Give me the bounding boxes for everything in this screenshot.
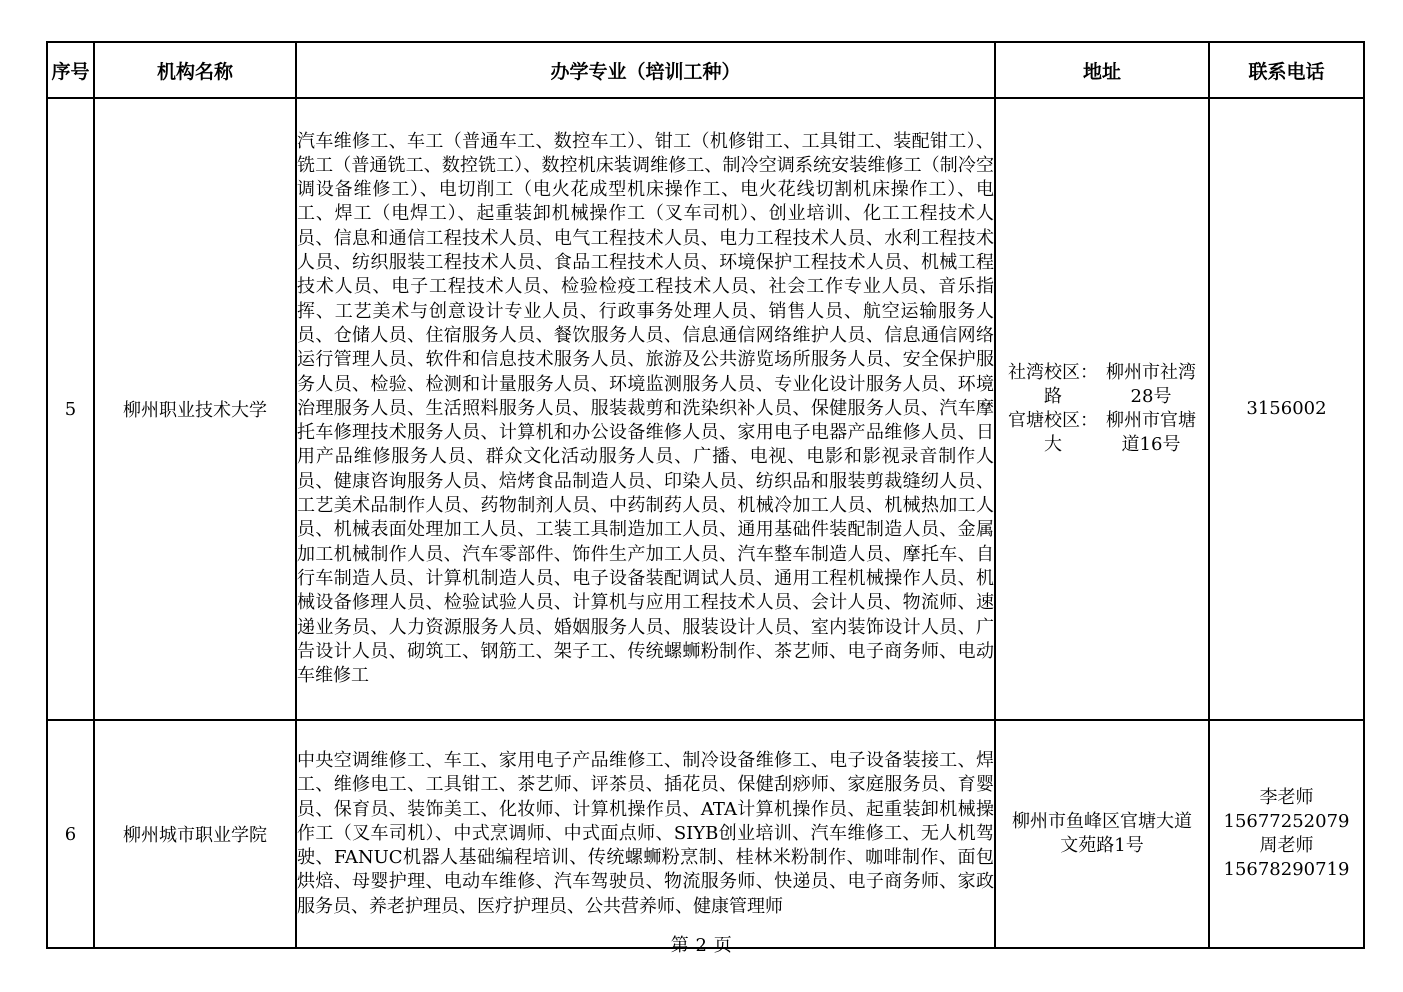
specialty-list: 汽车维修工、车工（普通车工、数控车工）、钳工（机修钳工、工具钳工、装配钳工）、铣工（普通铣工、数控铣工）、数控机床装调维修工、制冷空调系统安装维修工（制冷空调设备维修工）、电切削工（电火花成型机床操作工、电火花线切割机床操作工）、电工、焊工（电焊工）、起重装卸机械操作工（叉车司机）、创业培训、化工工程技术人员、信息和通信工程技术人员、电气工程技术人员、电力工程技术人员、水利工程技术人员、纺织服装工程技术人员、食品工程技术人员、环境保护工程技术人员、机械工程技术人员、电子工程技术人员、检验检疫工程技术人员、社会工作专业人员、音乐指挥、工艺美术与创意设计专业人员、行政事务处理人员、销售人员、航空运输服务人员、仓储人员、住宿服务人员、餐饮服务人员、信息通信网络维护人员、信息通信网络运行管理人员、软件和信息技术服务人员、旅游及公共游览场所服务人员、安全保护服务人员、检验、检测和计量服务人员、环境监测服务人员、专业化设计服务人员、环境治理服务人员、生活照料服务人员、服装裁剪和洗染织补人员、保健服务人员、汽车摩托车修理技术服务人员、计算机和办公设备维修人员、家用电子电器产品维修人员、日用产品维修服务人员、群众文化活动服务人员、广播、电视、电影和影视录音制作人员、健康咨询服务人员、焙烤食品制造人员、印染人员、纺织品和服装剪裁缝纫人员、工艺美术品制作人员、药物制剂人员、中药制药人员、机械冷加工人员、机械热加工人员、机械表面处理加工人员、工装工具制造加工人员、通用基础件装配制造人员、金属加工机械制作人员、汽车零部件、饰件生产加工人员、汽车整车制造人员、摩托车、自行车制造人员、计算机制造人员、电子设备装配调试人员、通用工程机械操作人员、机械设备修理人员、检验试验人员、计算机与应用工程技术人员、会计人员、物流师、速递业务员、人力资源服务人员、婚姻服务人员、服装设计人员、室内装饰设计人员、广告设计人员、砌筑工、钢筋工、架子工、传统螺蛳粉制作、茶艺师、电子商务师、电动车维修工 — [296, 98, 995, 720]
institution-table — [46, 41, 1365, 949]
table-row — [47, 720, 1364, 948]
campus-address-tail: 道16号 — [1121, 434, 1181, 455]
campus-label: 官塘校区： — [1008, 410, 1098, 431]
campus-address-tail: 28号 — [1130, 386, 1172, 407]
specialty-list: 中央空调维修工、车工、家用电子产品维修工、制冷设备维修工、电子设备装接工、焊工、维修电工、工具钳工、茶艺师、评茶员、插花员、保健刮痧师、家庭服务员、育婴员、保育员、装饰美工、化妆师、计算机操作员、ATA计算机操作员、起重装卸机械操作工（叉车司机）、中式烹调师、中式面点师、SIYB创业培训、汽车维修工、无人机驾驶、FANUC机器人基础编程培训、传统螺蛳粉烹制、桂林米粉制作、咖啡制作、面包烘焙、母婴护理、电动车维修、汽车驾驶员、物流服务师、快递员、电子商务师、家政服务员、养老护理员、医疗护理员、公共营养师、健康管理师 — [296, 720, 995, 948]
header-specialty: 办学专业（培训工种） — [296, 42, 995, 98]
row-index: 6 — [47, 720, 94, 948]
contact-name: 李老师 — [1259, 787, 1314, 808]
table-header-row — [47, 42, 1364, 98]
contact-name: 周老师 — [1259, 835, 1314, 856]
row-index: 5 — [47, 98, 94, 720]
phone-number: 15678290719 — [1223, 859, 1350, 880]
institution-name: 柳州职业技术大学 — [94, 98, 296, 720]
table-row — [47, 98, 1364, 720]
header-name: 机构名称 — [94, 42, 296, 98]
phone-cell — [1209, 98, 1364, 720]
address-campus-1 — [996, 361, 1208, 409]
address-cell — [995, 98, 1209, 720]
header-index: 序号 — [47, 42, 94, 98]
header-phone: 联系电话 — [1209, 42, 1364, 98]
address-line: 柳州市鱼峰区官塘大道 — [1012, 811, 1192, 832]
campus-address: 柳州市官塘 — [1106, 410, 1196, 431]
phone-number: 3156002 — [1246, 398, 1327, 419]
address-campus-2 — [996, 409, 1208, 457]
campus-address: 柳州市社湾 — [1106, 362, 1196, 383]
campus-label: 社湾校区： — [1008, 362, 1098, 383]
campus-label-tail: 大 — [1044, 434, 1062, 455]
campus-label-tail: 路 — [1044, 386, 1062, 407]
institution-name: 柳州城市职业学院 — [94, 720, 296, 948]
phone-cell — [1209, 720, 1364, 948]
address-line: 文苑路1号 — [1060, 835, 1144, 856]
page-number: 第 2 页 — [670, 935, 733, 956]
header-address: 地址 — [995, 42, 1209, 98]
address-cell — [995, 720, 1209, 948]
phone-number: 15677252079 — [1223, 811, 1350, 832]
